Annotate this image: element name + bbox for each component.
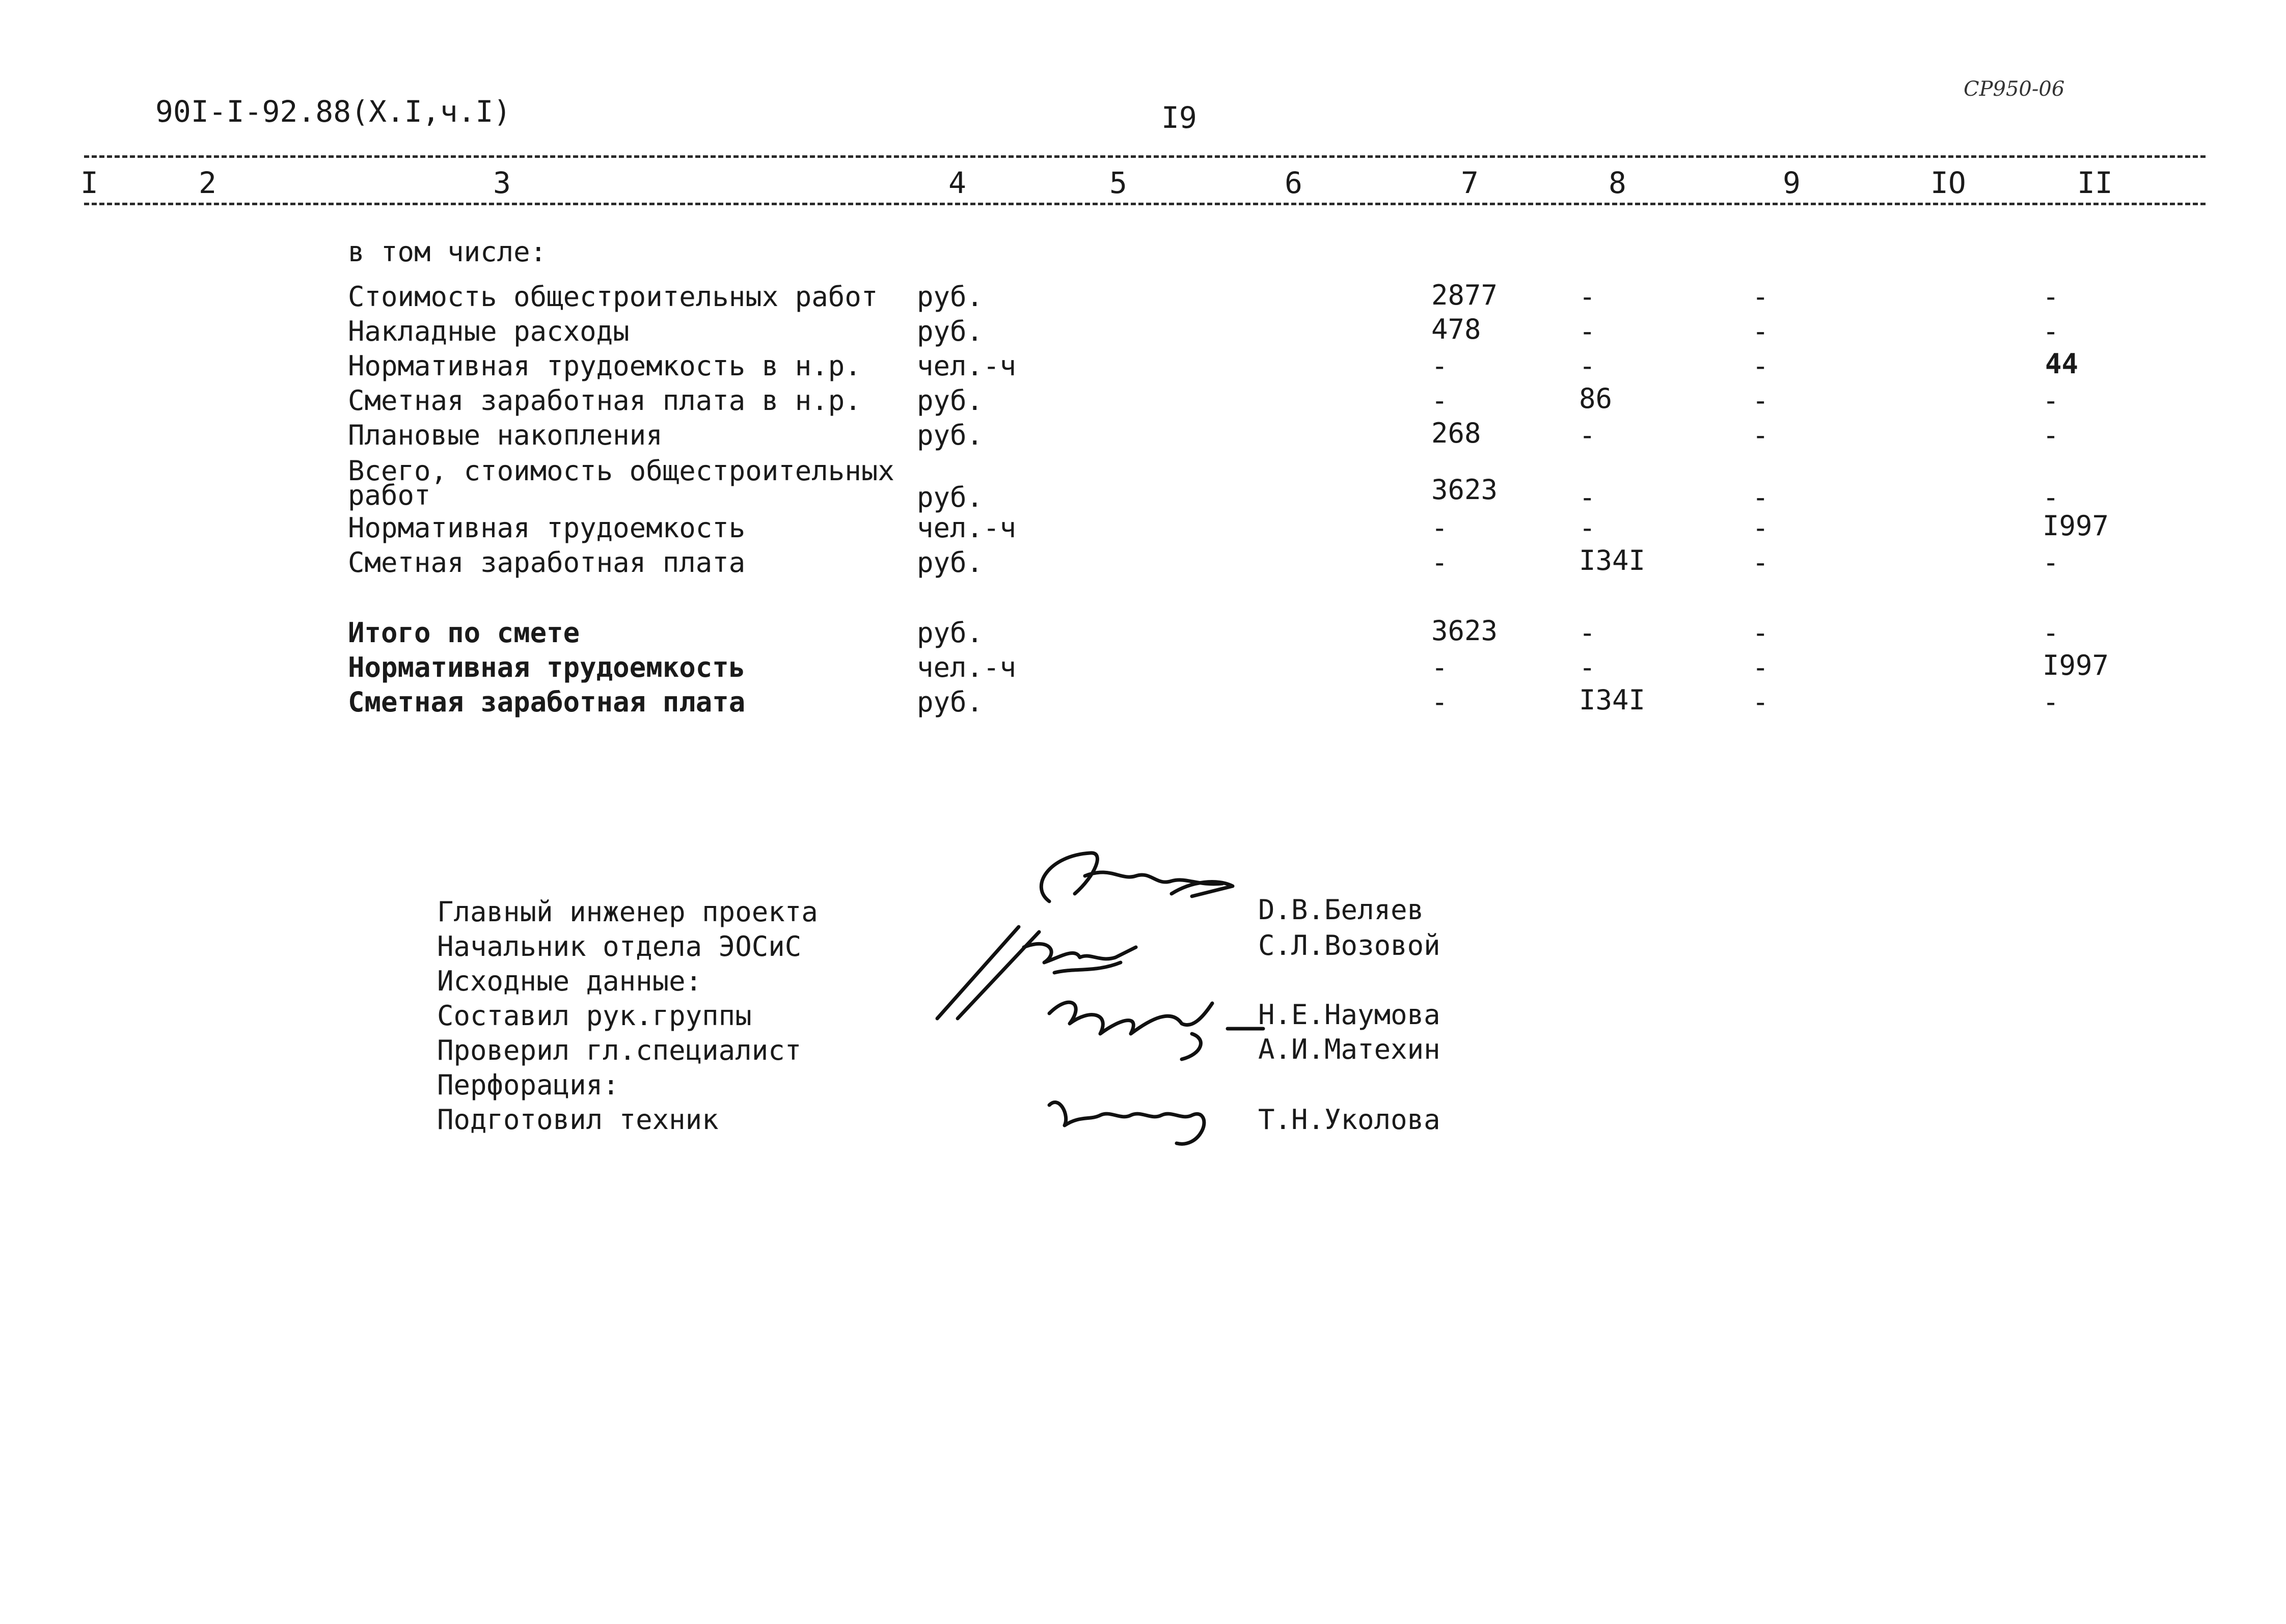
signatory-role: Составил рук.группы	[437, 1000, 752, 1032]
row-label: Стоимость общестроительных работ	[348, 281, 878, 313]
col8-value: I34I	[1579, 544, 1646, 576]
col11-value: -	[2043, 546, 2059, 579]
signatory-name: А.И.Матехин	[1258, 1033, 1440, 1065]
col8-value: -	[1579, 512, 1596, 544]
col9-value: -	[1752, 481, 1769, 513]
col7-value: 3623	[1431, 615, 1498, 647]
row-label: Нормативная трудоемкость	[348, 651, 746, 683]
row-label: Всего, стоимость общестроительных	[348, 455, 894, 487]
col7-value: 2877	[1431, 279, 1498, 311]
row-unit: руб.	[917, 686, 984, 718]
row-unit: чел.-ч	[917, 651, 1017, 683]
col9-value: -	[1752, 384, 1769, 417]
col9-value: -	[1752, 281, 1769, 313]
signatory-name: Т.Н.Уколова	[1258, 1104, 1440, 1136]
signatory-role: Главный инженер проекта	[437, 896, 818, 928]
column-number: 5	[1109, 166, 1127, 200]
signatory-name: Н.Е.Наумова	[1258, 999, 1440, 1031]
row-label: Плановые накопления	[348, 419, 663, 451]
col9-value: -	[1752, 315, 1769, 347]
table-header-rule	[84, 203, 2206, 205]
column-number: II	[2077, 166, 2113, 200]
column-number: 9	[1783, 166, 1801, 200]
col7-value: 3623	[1431, 474, 1498, 506]
signatory-role: Подготовил техник	[437, 1104, 719, 1136]
col7-value: -	[1431, 384, 1448, 417]
col11-value: -	[2043, 384, 2059, 417]
signature-scribble	[1019, 845, 1253, 922]
row-label: Сметная заработная плата	[348, 686, 746, 718]
column-number: 8	[1609, 166, 1626, 200]
col8-value: -	[1579, 617, 1596, 649]
row-unit: руб.	[917, 481, 984, 513]
signature-scribble	[1039, 1085, 1233, 1151]
row-unit: чел.-ч	[917, 350, 1017, 382]
col9-value: -	[1752, 546, 1769, 579]
col8-value: -	[1579, 481, 1596, 513]
col11-value: -	[2043, 281, 2059, 313]
col9-value: -	[1752, 512, 1769, 544]
col11-value: -	[2043, 617, 2059, 649]
signatory-role: Проверил гл.специалист	[437, 1034, 802, 1066]
signatory-role: Исходные данные:	[437, 965, 702, 997]
archive-stamp: СР950-06	[1964, 77, 2065, 101]
col8-value: 86	[1579, 382, 1613, 415]
col8-value: -	[1579, 419, 1596, 451]
col9-value: -	[1752, 686, 1769, 718]
col8-value: -	[1579, 651, 1596, 683]
row-label-continued: работ	[348, 479, 431, 511]
column-number: 7	[1461, 166, 1479, 200]
col8-value: -	[1579, 350, 1596, 382]
col11-value: -	[2043, 686, 2059, 718]
column-number: 3	[493, 166, 511, 200]
col8-value: I34I	[1579, 684, 1646, 716]
row-label: Итого по смете	[348, 617, 580, 649]
col7-value: 268	[1431, 417, 1481, 449]
page-number: I9	[1161, 100, 1197, 135]
row-label: Сметная заработная плата	[348, 546, 746, 579]
col11-value: -	[2043, 419, 2059, 451]
col11-value: -	[2043, 481, 2059, 513]
col9-value: -	[1752, 617, 1769, 649]
row-unit: чел.-ч	[917, 512, 1017, 544]
col7-value: -	[1431, 651, 1448, 683]
row-unit: руб.	[917, 281, 984, 313]
col8-value: -	[1579, 281, 1596, 313]
col7-value: -	[1431, 512, 1448, 544]
row-unit: руб.	[917, 315, 984, 347]
col7-value: 478	[1431, 313, 1481, 345]
signatory-role: Перфорация:	[437, 1069, 619, 1101]
col11-value: I997	[2043, 649, 2109, 681]
column-number: IO	[1930, 166, 1966, 200]
col9-value: -	[1752, 350, 1769, 382]
col9-value: -	[1752, 419, 1769, 451]
row-label: в том числе:	[348, 236, 547, 268]
col8-value: -	[1579, 315, 1596, 347]
signatory-name: С.Л.Возовой	[1258, 929, 1440, 961]
row-unit: руб.	[917, 617, 984, 649]
row-label: Нормативная трудоемкость	[348, 512, 746, 544]
col11-value: 44	[2045, 348, 2079, 380]
col7-value: -	[1431, 546, 1448, 579]
row-unit: руб.	[917, 546, 984, 579]
column-number: 4	[948, 166, 966, 200]
row-unit: руб.	[917, 419, 984, 451]
col9-value: -	[1752, 651, 1769, 683]
row-label: Накладные расходы	[348, 315, 630, 347]
col11-value: I997	[2043, 510, 2109, 542]
column-number: 6	[1285, 166, 1302, 200]
document-code: 90I-I-92.88(X.I,ч.I)	[155, 94, 511, 129]
column-number: 2	[199, 166, 216, 200]
signature-scribble	[1039, 983, 1253, 1069]
col7-value: -	[1431, 350, 1448, 382]
table-top-rule	[84, 155, 2206, 158]
row-unit: руб.	[917, 384, 984, 417]
column-number: I	[80, 166, 98, 200]
col11-value: -	[2043, 315, 2059, 347]
signatory-role: Начальник отдела ЭОСиС	[437, 930, 802, 962]
row-label: Сметная заработная плата в н.р.	[348, 384, 861, 417]
row-label: Нормативная трудоемкость в н.р.	[348, 350, 861, 382]
col7-value: -	[1431, 686, 1448, 718]
signatory-name: D.В.Беляев	[1258, 894, 1424, 926]
